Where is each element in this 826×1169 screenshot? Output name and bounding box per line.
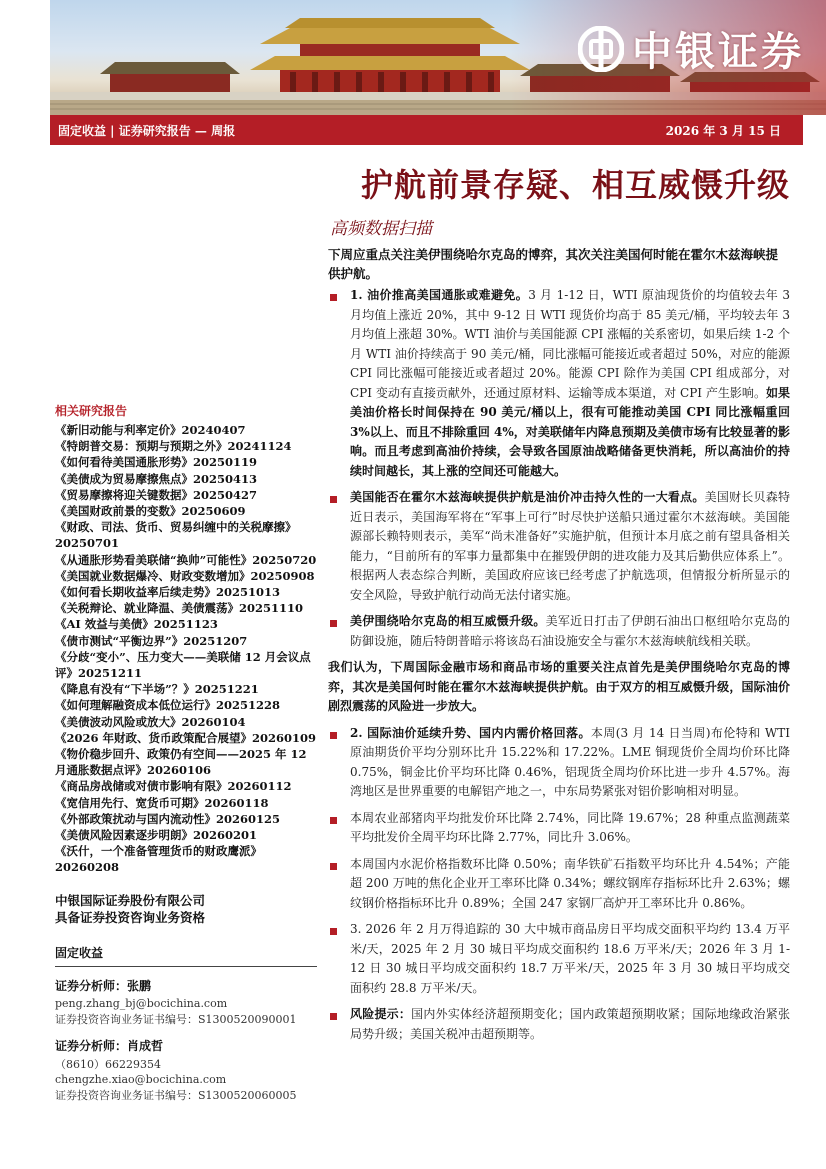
bullet-marker-icon [330,294,337,301]
analyst-cert: 证券投资咨询业务证书编号：S1300520090001 [55,1012,297,1026]
related-report-item: 《美债成为贸易摩擦焦点》20250413 [55,471,258,486]
bullet-text: 本周(3 月 14 日当周)布伦特和 WTI 原油期货价平均分别环比升 15.22%和 17.22%。LME 铜现货价全周均价环比降 0.75%，铜金比价平均环比降 0.46%，铝现货全周均价环比进一步升 4.57%。海湾地区是世界重要的电解铝产地之一，中东局势紧张对铝价影响相对明显。 [350,725,790,798]
bullet-heading: 美伊围绕哈尔克岛的相互威慑升级。 [350,614,546,628]
analyst-title: 证券分析师：肖成哲 [55,1039,164,1054]
analyst-phone: （8610）66229354 [55,1057,161,1071]
bullet-text: 国内外实体经济超预期变化；国内政策超预期收紧；国际地缘政治紧张局势升级；美国关税冲击超预期等。 [350,1007,790,1041]
related-report-item: 《如何看长期收益率后续走势》20251013 [55,585,281,600]
related-report-item: 《分歧“变小”、压力变大——美联储 12 月会议点评》20251211 [55,649,311,681]
analyst-title: 证券分析师：张鹏 [55,978,152,993]
conclusion-paragraph: 我们认为，下周国际金融市场和商品市场的重要关注点首先是美伊围绕哈尔克岛的博弈，其次是美国何时能在霍尔木兹海峡提供护航。由于双方的相互威慑升级，国际油价剧烈震荡的风险进一步放大。 [328,660,790,713]
bullet-emphasis: 如果美油价格长时间保持在 90 美元/桶以上，很有可能推动美国 CPI 同比涨幅重回 3%以上、而且不排除重回 4%，对美联储年内降息预期及美债市场有比较显著的影响。而且考虑到高油价持续，会导致各国原油战略储备更快消耗，所以高油价的持续时间越长，其上涨的空间还可能越大。 [350,385,790,478]
bullet-marker-icon [330,1013,337,1020]
related-report-item: 《新旧动能与利率定价》20240407 [55,423,246,437]
bullet-risk [328,1005,790,1044]
analyst-email: chengzhe.xiao@bocichina.com [55,1073,227,1087]
related-report-item: 《关税辩论、就业降温、美债震荡》20251110 [55,601,304,616]
bullet-real-estate [328,920,790,998]
header-banner-image [50,0,826,115]
related-report-item: 《物价稳步回升、政策仍有空间——2025 年 12 月通胀数据点评》20260106 [55,747,307,778]
related-report-item: 《如何看待美国通胀形势》20250119 [55,455,258,470]
related-report-item: 《美债风险因素逐步明朗》20260201 [55,828,258,843]
lead-summary: 下周应重点关注美伊围绕哈尔克岛的博弈，其次关注美国何时能在霍尔木兹海峡提供护航。 [328,247,779,281]
bullet-marker-icon [330,928,337,935]
analyst-block [55,979,317,1028]
bullet-marker-icon [330,817,337,824]
related-report-item: 《外部政策扰动与国内流动性》20260125 [55,811,281,826]
brand-name: 中银证券 [632,29,804,75]
related-report-item: 《降息有没有“下半场”？》20251221 [55,682,259,697]
related-report-item: 《特朗普交易：预期与预期之外》20241124 [55,439,292,454]
related-report-item: 《商品房战储或对债市影响有限》20260112 [55,779,292,794]
related-report-item: 《贸易摩擦将迎关键数据》20250427 [55,487,258,502]
bullet-escort [328,488,790,605]
bullet-industry [328,855,790,914]
bullet-heading: 1. 油价推高美国通胀或难避免。 [350,288,529,302]
bullet-text: 美国财长贝森特近日表示，美国海军将在“军事上可行”时尽快护送船只通过霍尔木兹海峡。美国能源部长赖特则表示，美军“尚未准备好”实施护航，但预计本月底之前有望具备相关能力，“目前所有的军事力量都集中在摧毁伊朗的进攻能力及其后勤供应体系上”。根据两人表态综合判断，美国政府应该已经考虑了护航选项，但情报分析所显示的安全风险，导致护航行动尚无法付诸实施。 [350,490,790,602]
related-report-item: 《如何理解融资成本低位运行》20251228 [55,698,281,713]
related-report-item: 《财政、司法、货币、贸易纠缠中的关税摩擦》20250701 [55,520,297,551]
analyst-cert: 证券投资咨询业务证书编号：S1300520060005 [55,1088,297,1102]
analyst-block [55,1039,317,1103]
bullet-text: 本周农业部猪肉平均批发价环比降 2.74%，同比降 19.67%；28 种重点监测蔬菜平均批发价全周平均环比降 2.77%，同比升 3.06%。 [350,810,790,844]
bullet-deterrence [328,612,790,651]
related-reports-list [55,422,317,876]
related-report-item: 《从通胀形势看美联储“换帅”可能性》20250720 [55,552,317,567]
bullet-heading: 风险提示： [350,1007,412,1021]
bullet-heading: 2. 国际油价延续升势、国内内需价格回落。 [350,725,591,740]
report-date: 2026 年 3 月 15 日 [665,124,781,138]
report-subtitle: 高频数据扫描 [330,219,432,239]
report-category: 固定收益 | 证券研究报告 — 周报 [58,124,236,138]
related-report-item: 《美国就业数据爆冷、财政变数增加》20250908 [55,568,315,583]
brand [578,20,804,77]
bullet-heading: 美国能否在霍尔木兹海峡提供护航是油价冲击持久性的一大看点。 [350,490,705,504]
report-title: 护航前景存疑、相互威慑升级 [360,166,790,204]
bullet-agriculture [328,809,790,848]
bullet-marker-icon [330,863,337,870]
bullet-marker-icon [330,620,337,627]
related-report-item: 《美国财政前景的变数》20250609 [55,504,246,519]
bullet-marker-icon [330,732,337,739]
company-qualification: 具备证券投资咨询业务资格 [55,909,206,925]
related-report-item: 《沃什，一个准备管理货币的财政鹰派》20260208 [55,844,262,875]
related-report-item: 《AI 效益与美债》20251123 [55,617,218,632]
sidebar [55,402,317,1103]
report-body [328,286,790,1051]
report-header-bar [50,115,803,145]
bullet-oil-prices [328,724,790,802]
related-report-item: 《美债波动风险或放大》20260104 [55,714,246,729]
bullet-text: 美军近日打击了伊朗石油出口枢纽哈尔克岛的防御设施，随后特朗普暗示将该岛石油设施安全与霍尔木兹海峡航线相关联。 [350,614,790,648]
bullet-text: 本周国内水泥价格指数环比降 0.50%；南华铁矿石指数平均环比升 4.54%；产能超 200 万吨的焦化企业开工率环比降 0.34%；螺纹钢库存指标环比升 2.63%；螺纹钢价格指标环比升 0.89%；全国 247 家钢厂高炉开工率环比升 0.86%。 [350,856,790,910]
analyst-email: peng.zhang_bj@bocichina.com [55,997,228,1011]
bullet-marker-icon [330,496,337,503]
bullet-text: 3. 2026 年 2 月万得追踪的 30 大中城市商品房日平均成交面积平均约 13.4 万平米/天，2025 年 2 月 30 城日平均成交面积约 18.6 万平米/天；2026 年 3 月 1-12 日 30 城日平均成交面积约 18.7 万平米/天，2025 年 3 月 30 城日平均成交面积约 28.8 万平米/天。 [350,922,790,995]
company-info [55,892,317,926]
bank-of-china-logo-icon [578,26,624,72]
company-name: 中银国际证券股份有限公司 [55,892,206,908]
section-label: 固定收益 [55,944,317,967]
related-report-item: 《债市测试“平衡边界”》20251207 [55,633,248,648]
related-reports-heading: 相关研究报告 [55,404,128,418]
related-report-item: 《2026 年财政、货币政策配合展望》20260109 [55,730,317,745]
bullet-text: 3 月 1-12 日，WTI 原油现货价的均值较去年 3 月均值上涨近 20%，其中 9-12 日 WTI 现货价均高于 85 美元/桶，平均较去年 3 月均值上涨超 30%。WTI 油价与美国能源 CPI 涨幅的关系密切，如果后续 1-2 个月 WTI 油价持续高于 90 美元/桶，同比涨幅可能接近或者超过 50%，对应的能源 CPI 同比涨幅可能接近或者超过 20%。能源 CPI 除作为美国 CPI 组成部分，对 CPI 变动有直接贡献外，还通过原材料、运输等成本渠道，对 CPI 产生影响。 [350,288,790,400]
bullet-inflation [328,286,790,481]
related-report-item: 《宽信用先行、宽货币可期》20260118 [55,795,269,810]
